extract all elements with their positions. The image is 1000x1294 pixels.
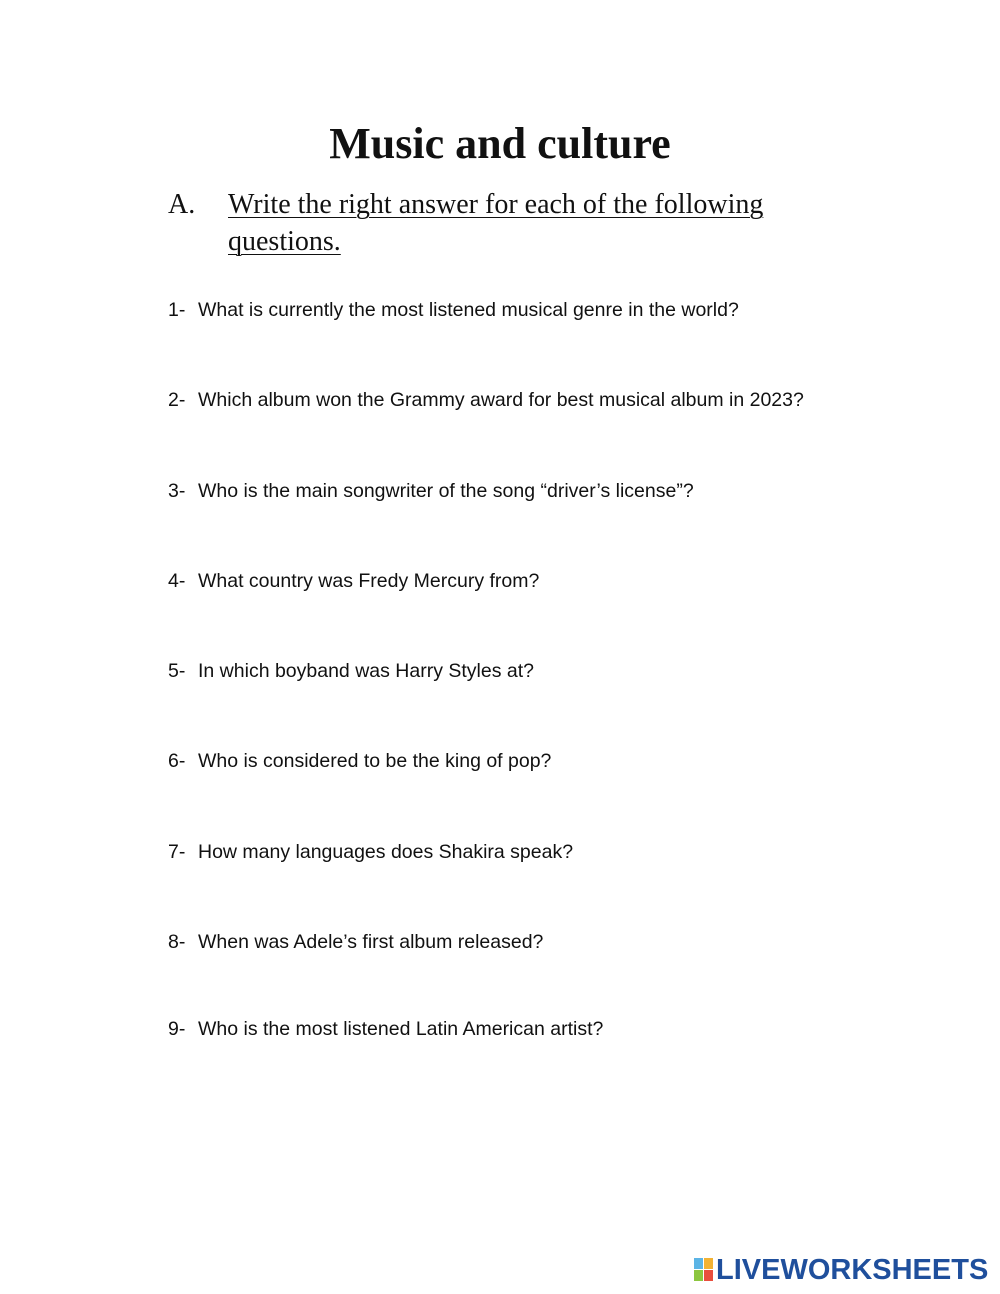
question-text: What country was Fredy Mercury from?	[198, 570, 540, 592]
question-text: Which album won the Grammy award for best musical album in 2023?	[198, 389, 804, 411]
question-item	[168, 298, 739, 322]
question-number: 6-	[168, 750, 186, 772]
question-text: Who is the most listened Latin American artist?	[198, 1018, 604, 1040]
question-number: 4-	[168, 570, 186, 592]
question-item	[168, 569, 539, 593]
question-number: 8-	[168, 931, 186, 953]
question-item	[168, 840, 573, 864]
question-text: When was Adele’s first album released?	[198, 931, 544, 953]
liveworksheets-logo-text: LIVEWORKSHEETS	[716, 1254, 989, 1286]
question-number: 1-	[168, 299, 186, 321]
question-text: Who is considered to be the king of pop?	[198, 750, 552, 772]
question-item	[168, 388, 804, 412]
question-number: 7-	[168, 841, 186, 863]
liveworksheets-logo-icon	[694, 1258, 714, 1282]
question-text: How many languages does Shakira speak?	[198, 841, 574, 863]
question-text: What is currently the most listened musical genre in the world?	[198, 299, 739, 321]
section-instruction: Write the right answer for each of the following questions.	[228, 189, 764, 257]
liveworksheets-logo	[694, 1254, 994, 1286]
question-text: In which boyband was Harry Styles at?	[198, 660, 534, 682]
question-number: 5-	[168, 660, 186, 682]
question-item	[168, 930, 543, 954]
question-item	[168, 479, 694, 503]
question-number: 3-	[168, 480, 186, 502]
question-item	[168, 749, 551, 773]
question-text: Who is the main songwriter of the song “driver’s license”?	[198, 480, 694, 502]
page-title: Music and culture	[329, 119, 671, 168]
question-number: 2-	[168, 389, 186, 411]
question-item	[168, 659, 534, 683]
section-letter: A.	[168, 189, 196, 220]
question-item	[168, 1017, 603, 1041]
question-number: 9-	[168, 1018, 186, 1040]
